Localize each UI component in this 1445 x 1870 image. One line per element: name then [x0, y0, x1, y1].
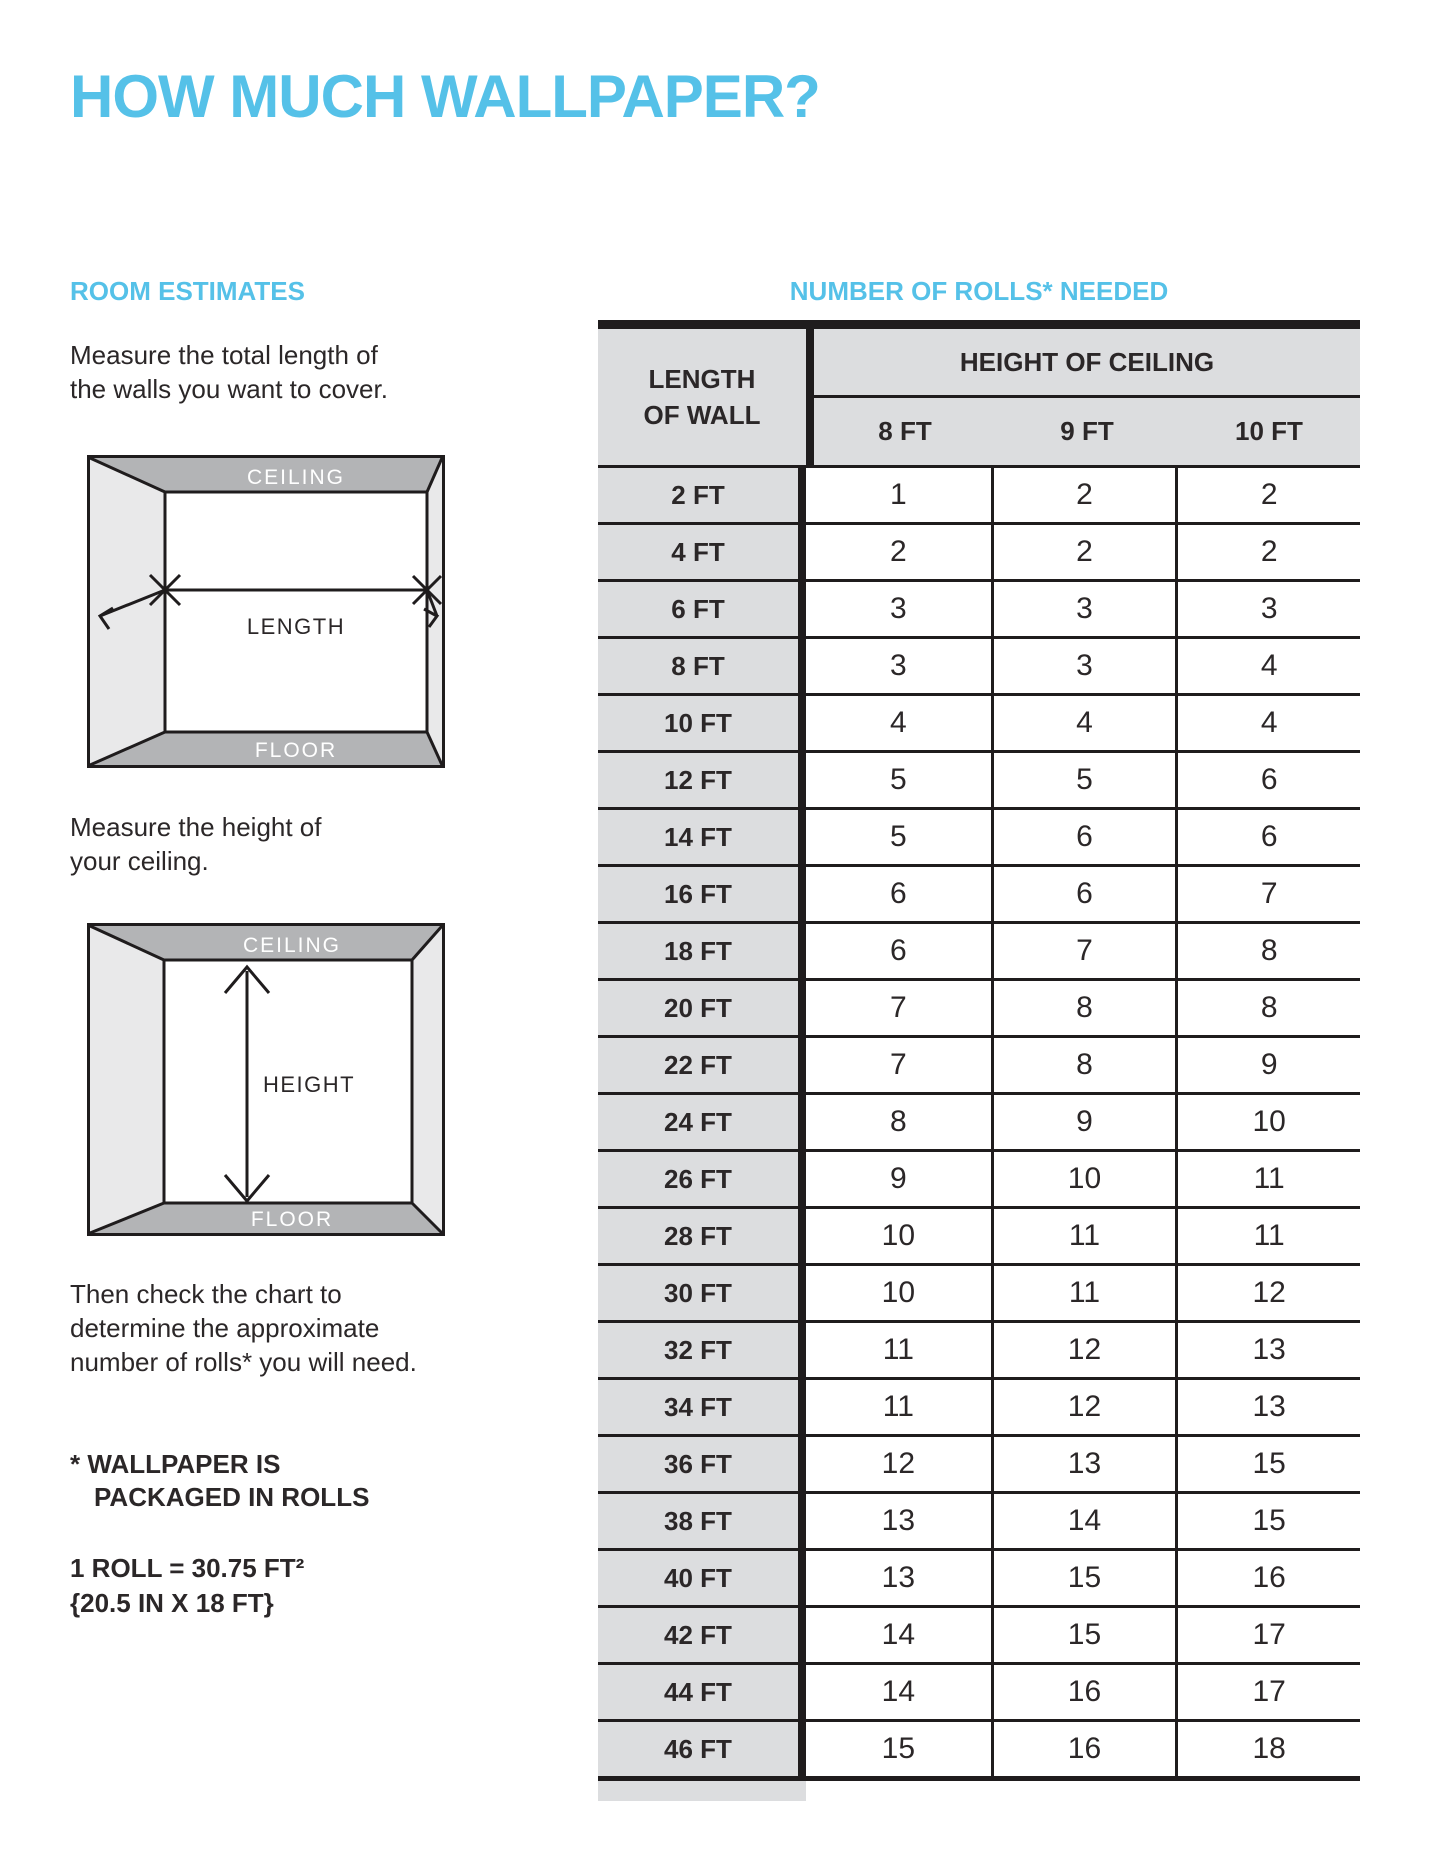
roll-count-cell: 11 [991, 1209, 1176, 1263]
wall-length-cell: 30 FT [598, 1266, 806, 1320]
text-line: OF WALL [643, 400, 761, 430]
roll-count-cell: 7 [806, 981, 991, 1035]
instruction-length [70, 338, 388, 406]
roll-count-cell: 14 [806, 1608, 991, 1662]
roll-count-cell: 8 [991, 1038, 1176, 1092]
floor-label: FLOOR [254, 739, 338, 762]
left-wall [90, 458, 165, 765]
roll-count-cell: 15 [991, 1608, 1176, 1662]
wall-length-cell: 2 FT [598, 468, 806, 522]
height-of-ceiling-header: HEIGHT OF CEILING [959, 346, 1215, 377]
table-row [598, 1377, 1360, 1434]
text-line: the walls you want to cover. [70, 374, 388, 404]
floor-label: FLOOR [250, 1208, 334, 1231]
roll-count-cell: 11 [1175, 1152, 1360, 1206]
table-row [598, 465, 1360, 522]
text-line: {20.5 IN X 18 FT} [70, 1588, 274, 1618]
table-row [598, 579, 1360, 636]
roll-count-cell: 3 [991, 582, 1176, 636]
table-row [598, 693, 1360, 750]
roll-count-cell: 9 [806, 1152, 991, 1206]
roll-size-info [70, 1551, 304, 1621]
wall-length-cell: 20 FT [598, 981, 806, 1035]
roll-count-cell: 2 [991, 468, 1176, 522]
wall-length-cell: 34 FT [598, 1380, 806, 1434]
wall-length-cell: 44 FT [598, 1665, 806, 1719]
roll-count-cell: 14 [991, 1494, 1176, 1548]
roll-count-cell: 7 [991, 924, 1176, 978]
wall-length-cell: 4 FT [598, 525, 806, 579]
table-top-border [598, 320, 1360, 329]
roll-count-cell: 16 [1175, 1551, 1360, 1605]
table-row [598, 1206, 1360, 1263]
rolls-table [598, 320, 1360, 1801]
wall-length-cell: 22 FT [598, 1038, 806, 1092]
roll-count-cell: 12 [991, 1323, 1176, 1377]
roll-count-cell: 16 [991, 1665, 1176, 1719]
roll-count-cell: 10 [991, 1152, 1176, 1206]
wall-length-cell: 46 FT [598, 1722, 806, 1776]
roll-count-cell: 5 [806, 753, 991, 807]
height-of-ceiling-group [806, 329, 1360, 465]
ceiling-height-subheaders [814, 398, 1360, 465]
roll-count-cell: 10 [1175, 1095, 1360, 1149]
wall-length-cell: 14 FT [598, 810, 806, 864]
wall-length-cell: 6 FT [598, 582, 806, 636]
roll-count-cell: 3 [1175, 582, 1360, 636]
text-line: 1 ROLL = 30.75 FT² [70, 1553, 305, 1583]
roll-count-cell: 2 [1175, 525, 1360, 579]
roll-count-cell: 15 [1175, 1494, 1360, 1548]
table-header [598, 329, 1360, 465]
wall-length-cell: 26 FT [598, 1152, 806, 1206]
table-row [598, 1548, 1360, 1605]
col-header-8ft: 8 FT [878, 416, 932, 446]
col-header-10ft: 10 FT [1235, 416, 1303, 446]
table-row [598, 978, 1360, 1035]
roll-count-cell: 11 [991, 1266, 1176, 1320]
roll-count-cell: 13 [991, 1437, 1176, 1491]
roll-count-cell: 15 [991, 1551, 1176, 1605]
wall-length-cell: 38 FT [598, 1494, 806, 1548]
page-title: HOW MUCH WALLPAPER? [70, 63, 820, 130]
roll-count-cell: 3 [806, 639, 991, 693]
roll-count-cell: 11 [806, 1380, 991, 1434]
room-length-diagram [87, 455, 445, 768]
text-line: number of rolls* you will need. [70, 1347, 417, 1377]
wall-length-cell: 42 FT [598, 1608, 806, 1662]
roll-count-cell: 4 [991, 696, 1176, 750]
rolls-needed-heading: NUMBER OF ROLLS* NEEDED [789, 276, 1169, 306]
col-header-9ft: 9 FT [1060, 416, 1114, 446]
table-row [598, 1035, 1360, 1092]
table-row [598, 921, 1360, 978]
roll-count-cell: 4 [806, 696, 991, 750]
roll-count-cell: 13 [806, 1494, 991, 1548]
roll-count-cell: 9 [1175, 1038, 1360, 1092]
roll-count-cell: 17 [1175, 1608, 1360, 1662]
table-row [598, 1149, 1360, 1206]
roll-count-cell: 2 [1175, 468, 1360, 522]
roll-count-cell: 5 [806, 810, 991, 864]
table-row [598, 1662, 1360, 1719]
wall-length-cell: 8 FT [598, 639, 806, 693]
roll-count-cell: 6 [1175, 810, 1360, 864]
table-row [598, 1092, 1360, 1149]
wall-length-cell: 36 FT [598, 1437, 806, 1491]
roll-count-cell: 3 [991, 639, 1176, 693]
wall-length-cell: 12 FT [598, 753, 806, 807]
table-row [598, 1263, 1360, 1320]
roll-count-cell: 4 [1175, 696, 1360, 750]
ceiling-label: CEILING [242, 934, 342, 957]
roll-count-cell: 1 [806, 468, 991, 522]
roll-count-cell: 8 [806, 1095, 991, 1149]
text-line: * WALLPAPER IS [70, 1449, 281, 1479]
ceiling-label: CEILING [246, 466, 346, 489]
table-row [598, 636, 1360, 693]
rolls-footnote [70, 1448, 369, 1514]
roll-count-cell: 5 [991, 753, 1176, 807]
roll-count-cell: 13 [806, 1551, 991, 1605]
table-row [598, 750, 1360, 807]
roll-count-cell: 6 [806, 867, 991, 921]
roll-count-cell: 15 [806, 1722, 991, 1776]
roll-count-cell: 8 [1175, 924, 1360, 978]
text-line: determine the approximate [70, 1313, 380, 1343]
roll-count-cell: 3 [806, 582, 991, 636]
roll-count-cell: 6 [991, 867, 1176, 921]
text-line: Then check the chart to [70, 1279, 342, 1309]
roll-count-cell: 13 [1175, 1323, 1360, 1377]
wall-length-cell: 40 FT [598, 1551, 806, 1605]
table-row [598, 807, 1360, 864]
roll-count-cell: 6 [806, 924, 991, 978]
roll-count-cell: 4 [1175, 639, 1360, 693]
wall-length-cell: 10 FT [598, 696, 806, 750]
roll-count-cell: 12 [991, 1380, 1176, 1434]
roll-count-cell: 9 [991, 1095, 1176, 1149]
left-wall [90, 926, 164, 1233]
wall-length-cell: 32 FT [598, 1323, 806, 1377]
text-line: LENGTH [648, 364, 756, 394]
room-estimates-heading: ROOM ESTIMATES [70, 276, 305, 306]
wall-length-cell: 18 FT [598, 924, 806, 978]
roll-count-cell: 12 [1175, 1266, 1360, 1320]
instruction-chart [70, 1277, 417, 1379]
roll-count-cell: 7 [806, 1038, 991, 1092]
text-line: your ceiling. [70, 846, 209, 876]
table-row [598, 1320, 1360, 1377]
rolls-table-body [598, 465, 1360, 1776]
label-column-stub [598, 1781, 806, 1801]
roll-count-cell: 14 [806, 1665, 991, 1719]
text-line: Measure the height of [70, 812, 322, 842]
roll-count-cell: 13 [1175, 1380, 1360, 1434]
table-row [598, 1719, 1360, 1776]
back-wall [165, 492, 427, 732]
wall-length-cell: 28 FT [598, 1209, 806, 1263]
roll-count-cell: 12 [806, 1437, 991, 1491]
roll-count-cell: 11 [1175, 1209, 1360, 1263]
roll-count-cell: 6 [1175, 753, 1360, 807]
wall-length-cell: 24 FT [598, 1095, 806, 1149]
length-label: LENGTH [246, 614, 346, 639]
wall-length-cell: 16 FT [598, 867, 806, 921]
table-row [598, 864, 1360, 921]
room-height-diagram [87, 923, 445, 1236]
roll-count-cell: 2 [806, 525, 991, 579]
instruction-height [70, 810, 322, 878]
roll-count-cell: 16 [991, 1722, 1176, 1776]
roll-count-cell: 8 [1175, 981, 1360, 1035]
table-row [598, 522, 1360, 579]
roll-count-cell: 11 [806, 1323, 991, 1377]
roll-count-cell: 8 [991, 981, 1176, 1035]
table-row [598, 1605, 1360, 1662]
table-row [598, 1434, 1360, 1491]
roll-count-cell: 10 [806, 1209, 991, 1263]
text-line: PACKAGED IN ROLLS [94, 1482, 370, 1512]
roll-count-cell: 15 [1175, 1437, 1360, 1491]
roll-count-cell: 2 [991, 525, 1176, 579]
table-row [598, 1491, 1360, 1548]
height-label: HEIGHT [263, 1072, 356, 1097]
roll-count-cell: 10 [806, 1266, 991, 1320]
roll-count-cell: 7 [1175, 867, 1360, 921]
roll-count-cell: 18 [1175, 1722, 1360, 1776]
roll-count-cell: 17 [1175, 1665, 1360, 1719]
right-wall [412, 926, 442, 1233]
text-line: Measure the total length of [70, 340, 378, 370]
length-of-wall-header [598, 329, 806, 465]
roll-count-cell: 6 [991, 810, 1176, 864]
